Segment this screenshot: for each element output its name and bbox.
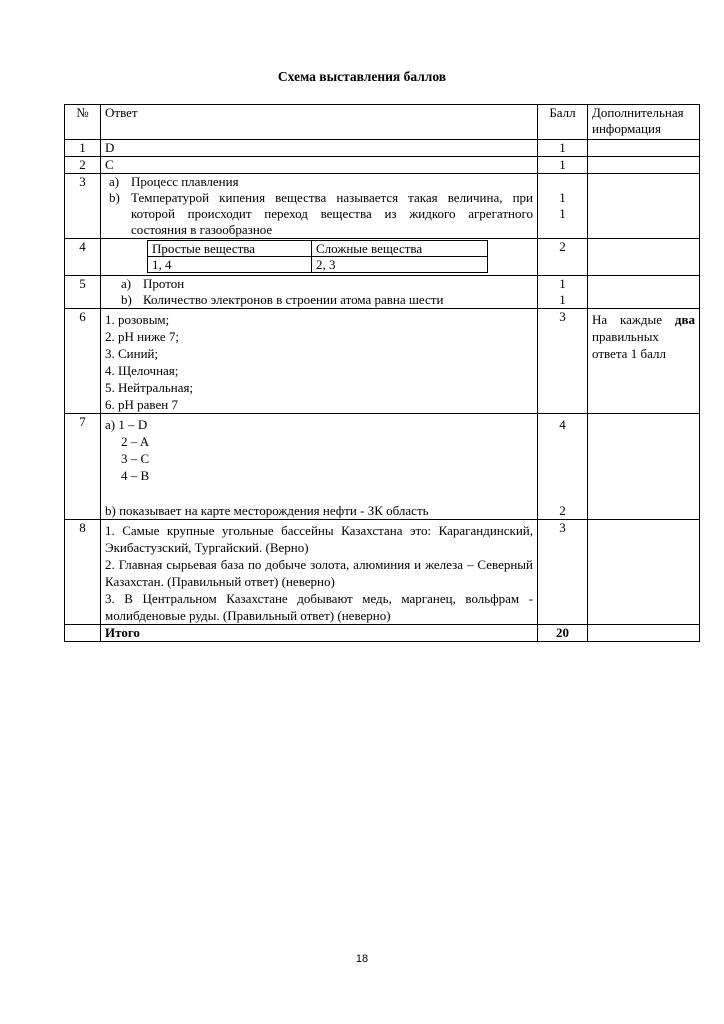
row-answer [101,239,538,276]
item-marker: b) [109,190,120,205]
header-num: № [65,105,101,140]
inner-header-simple: Простые вещества [148,241,312,257]
score-b: 1 [559,206,566,221]
list-item: 3. Синий; [105,346,159,361]
list-item: 2. Главная сырьевая база по добыче золота, алюминия и железа – Северный Казахстан. (Правильный ответ) (неверно) [105,557,533,589]
inner-value-complex: 2, 3 [312,257,488,273]
score-b: 2 [559,503,566,518]
header-info: Дополнительная информация [588,105,700,140]
item-marker: b) [121,292,132,307]
row-info [588,157,700,174]
row-info [588,239,700,276]
list-item: 6. рН равен 7 [105,397,178,412]
row-info [588,625,700,642]
total-row [65,625,700,642]
row-num [65,625,101,642]
row-score: 1 [538,157,588,174]
list-item: 3. В Центральном Казахстане добывают медь, марганец, вольфрам - молибденовые руды. (Правильный ответ) (неверно) [105,591,533,623]
item-text: Количество электронов в строении атома равна шести [143,292,444,307]
row-info [588,520,700,625]
substances-table [147,240,488,273]
row-info [588,140,700,157]
page-title: Схема выставления баллов [277,69,447,84]
row-score: 3 [538,309,588,414]
row-info [588,414,700,520]
table-row [65,414,700,520]
total-label: Итого [101,625,538,642]
info-text-pre: На каждые [592,312,675,327]
match-line: a) 1 – D [105,417,148,432]
table-row [65,239,700,276]
row-score [538,276,588,309]
score-b: 1 [559,292,566,307]
page-number: 18 [355,953,369,965]
table-row [65,309,700,414]
answer-item [105,190,533,238]
match-line: 4 – B [121,468,150,483]
table-row [65,140,700,157]
total-score: 20 [538,625,588,642]
answer-item [105,174,533,190]
item-marker: a) [109,174,120,189]
table-header-row [65,105,700,140]
table-row [65,174,700,239]
score-a: 1 [559,190,566,205]
row-num: 5 [65,276,101,309]
row-answer: C [101,157,538,174]
inner-header-complex: Сложные вещества [312,241,488,257]
item-text: Температурой кипения вещества называется такая величина, при которой происходит переход вещества из жидкого агрегатного состояния в газообразное [131,190,533,237]
row-score: 1 [538,140,588,157]
row-num: 4 [65,239,101,276]
item-text: Протон [143,276,185,291]
inner-value-simple: 1, 4 [148,257,312,273]
answer-b-line: b) показывает на карте месторождения нефти - ЗК область [105,503,429,518]
list-item: 1. Самые крупные угольные бассейны Казахстана это: Карагандинский, Экибастузский, Тургайский. (Верно) [105,523,533,555]
row-num: 7 [65,414,101,520]
answer-item [105,276,533,292]
row-score: 2 [538,239,588,276]
answer-item [105,292,533,308]
row-num: 2 [65,157,101,174]
row-info [588,174,700,239]
row-answer: D [101,140,538,157]
row-answer [101,520,538,625]
row-num: 6 [65,309,101,414]
row-score [538,174,588,239]
list-item: 2. рН ниже 7; [105,329,179,344]
info-text-bold: два [674,312,695,327]
row-num: 8 [65,520,101,625]
match-line: 3 – C [121,451,150,466]
score-a: 4 [559,417,566,432]
scoring-table [64,104,700,642]
row-score: 3 [538,520,588,625]
row-info [588,309,700,414]
row-answer [101,309,538,414]
row-num: 3 [65,174,101,239]
row-info [588,276,700,309]
row-answer [101,174,538,239]
row-score [538,414,588,520]
list-item: 4. Щелочная; [105,363,179,378]
header-answer: Ответ [101,105,538,140]
table-row [65,520,700,625]
header-score: Балл [538,105,588,140]
row-answer [101,414,538,520]
match-line: 2 – A [121,434,150,449]
table-row [65,276,700,309]
row-num: 1 [65,140,101,157]
info-text-post: правильных ответа 1 балл [592,329,666,361]
list-item: 1. розовым; [105,312,170,327]
score-a: 1 [559,276,566,291]
item-text: Процесс плавления [131,174,239,189]
table-row [65,157,700,174]
list-item: 5. Нейтральная; [105,380,194,395]
row-answer [101,276,538,309]
item-marker: a) [121,276,132,291]
